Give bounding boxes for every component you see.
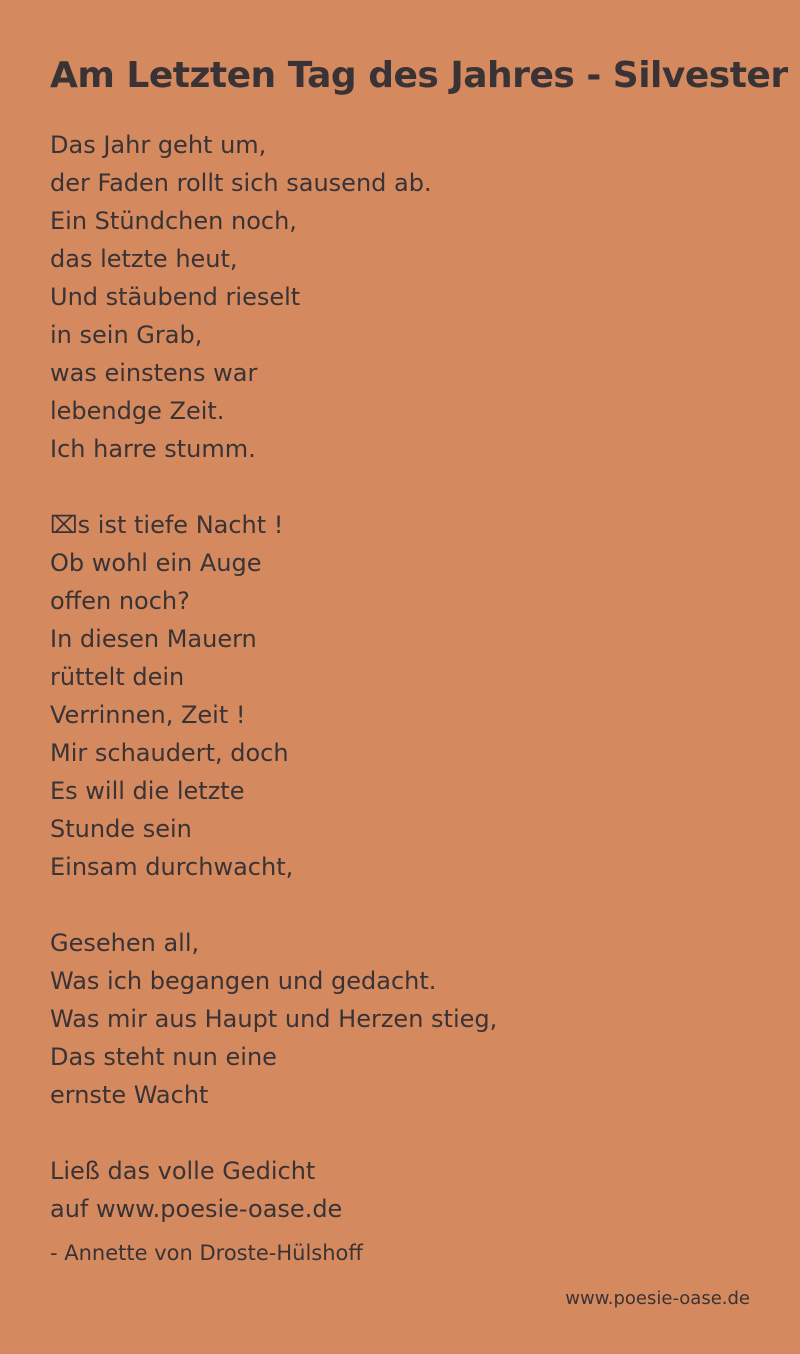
poem-line: was einstens war <box>50 359 258 387</box>
poem-line: Was mir aus Haupt und Herzen stieg, <box>50 1005 498 1033</box>
poem-line: Mir schaudert, doch <box>50 739 289 767</box>
stanza-3 <box>50 924 497 1114</box>
poem-line: das letzte heut, <box>50 245 238 273</box>
poem-line: Ich harre stumm. <box>50 435 256 463</box>
poem-title: Am Letzten Tag des Jahres - Silvester <box>50 55 788 96</box>
poem-line: Ließ das volle Gedicht <box>50 1157 316 1185</box>
footer-website: www.poesie-oase.de <box>565 1288 750 1309</box>
poem-author: - Annette von Droste-Hülshoff <box>50 1241 363 1265</box>
poem-line: Das Jahr geht um, <box>50 131 267 159</box>
poem-body <box>50 126 497 1266</box>
stanza-1 <box>50 126 497 468</box>
stanza-4 <box>50 1152 497 1228</box>
poem-line: Das steht nun eine <box>50 1043 277 1071</box>
poem-line: Ob wohl ein Auge <box>50 549 262 577</box>
poem-line: ernste Wacht <box>50 1081 209 1109</box>
poem-line: Verrinnen, Zeit ! <box>50 701 246 729</box>
poem-line: Stunde sein <box>50 815 192 843</box>
poem-line: in sein Grab, <box>50 321 203 349</box>
poem-line: Ein Stündchen noch, <box>50 207 297 235</box>
poem-line: In diesen Mauern <box>50 625 257 653</box>
poem-line: lebendge Zeit. <box>50 397 225 425</box>
poem-line: Gesehen all, <box>50 929 200 957</box>
poem-line: auf www.poesie-oase.de <box>50 1195 343 1223</box>
poem-line: ⌧s ist tiefe Nacht ! <box>50 511 284 539</box>
poem-line: Und stäubend rieselt <box>50 283 301 311</box>
poem-line: offen noch? <box>50 587 190 615</box>
poem-line: Was ich begangen und gedacht. <box>50 967 437 995</box>
poem-line: der Faden rollt sich sausend ab. <box>50 169 432 197</box>
poem-line: Es will die letzte <box>50 777 245 805</box>
poem-line: rüttelt dein <box>50 663 185 691</box>
poem-line: Einsam durchwacht, <box>50 853 294 881</box>
stanza-2 <box>50 506 497 886</box>
